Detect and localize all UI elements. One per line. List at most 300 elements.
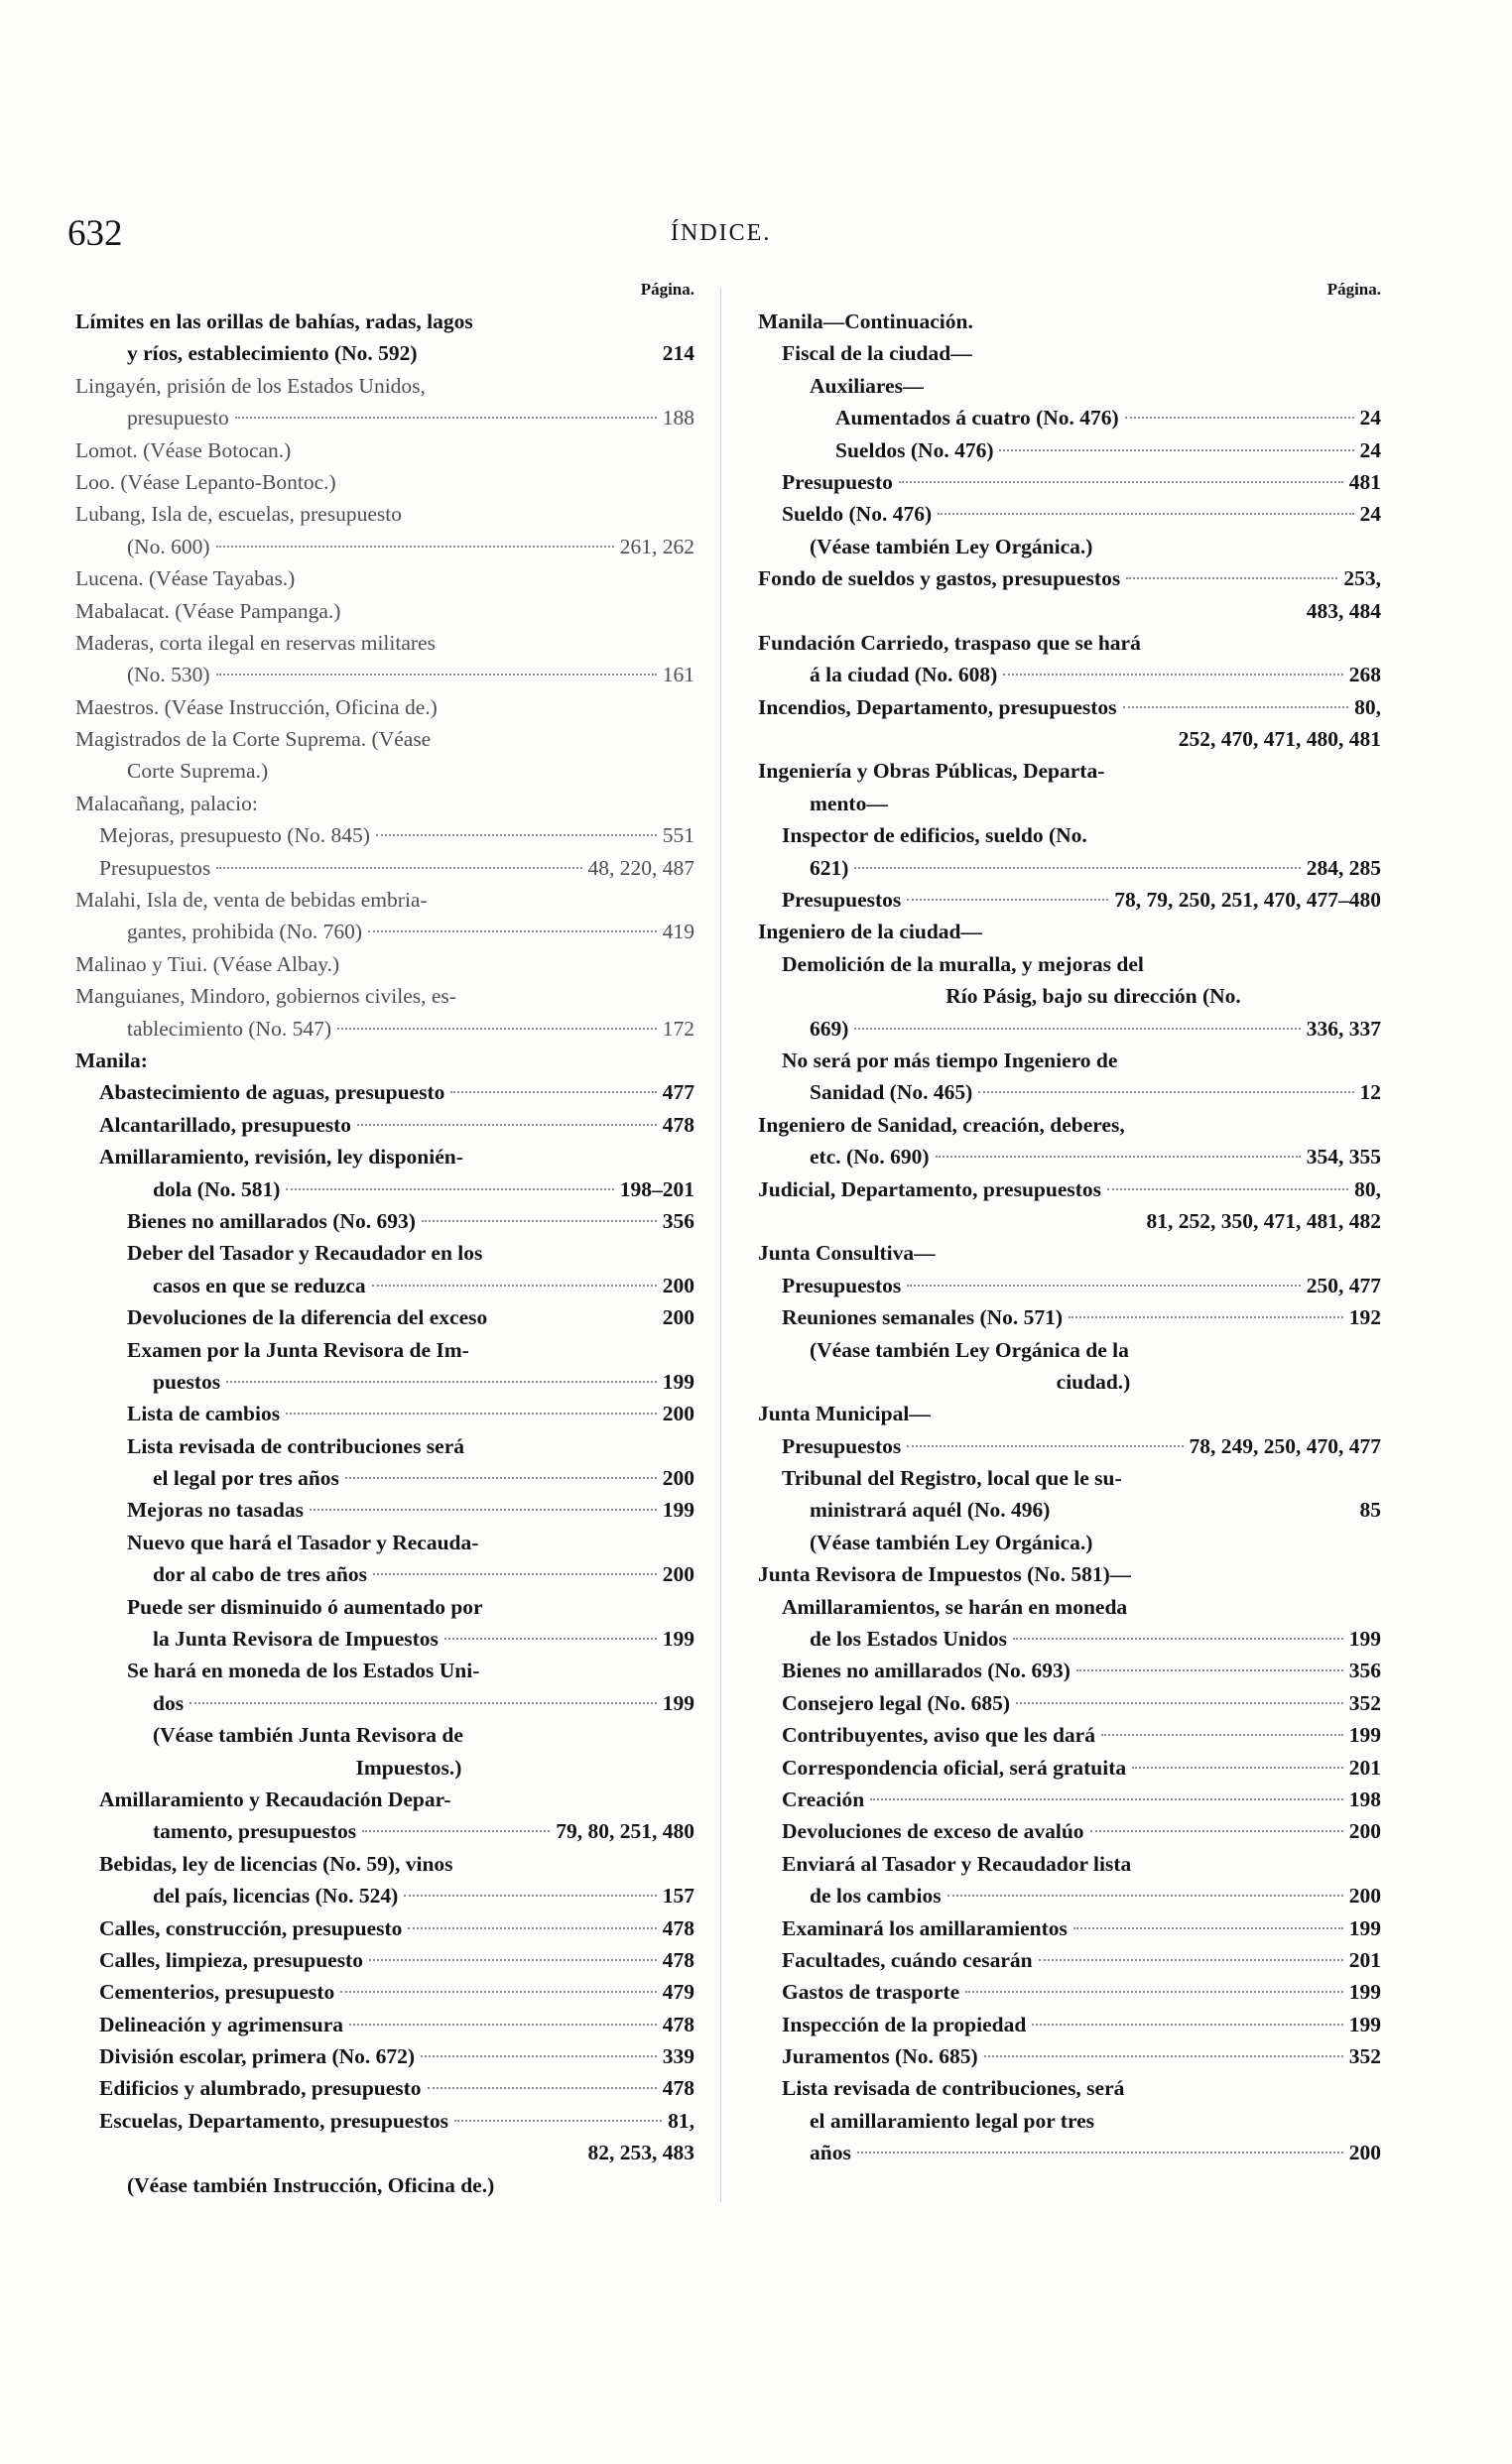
entry-text: dos (153, 1690, 185, 1715)
index-entry (758, 466, 1381, 498)
page-reference: 419 (662, 920, 694, 944)
index-entry (758, 659, 1381, 690)
entry-text: 621) (810, 855, 849, 880)
dot-leader (1069, 1316, 1343, 1318)
index-entry (75, 1558, 694, 1590)
index-entry (758, 1462, 1381, 1494)
index-entry (75, 1301, 694, 1333)
page-reference: 200 (662, 1273, 694, 1297)
dot-leader (369, 1959, 657, 1961)
page-reference: 172 (662, 1016, 694, 1041)
index-entry (75, 1815, 694, 1847)
page-reference: 352 (1348, 2044, 1381, 2069)
index-entry (758, 1623, 1381, 1655)
index-entry (75, 788, 694, 819)
entry-text: Auxiliares— (810, 373, 925, 398)
entry-text: Facultades, cuándo cesarán (782, 1947, 1033, 1972)
dot-leader (376, 834, 657, 836)
dot-leader (947, 1895, 1343, 1897)
entry-text: Puede ser disminuido ó aumentado por (127, 1594, 483, 1619)
entry-text: de los cambios (810, 1884, 942, 1909)
index-entry (758, 1912, 1381, 1944)
dot-leader (899, 481, 1343, 483)
entry-text: Malacañang, palacio: (75, 791, 258, 815)
page-reference: 200 (662, 1466, 694, 1491)
index-entry (758, 1334, 1381, 1366)
entry-text: Devoluciones de la diferencia del exceso (127, 1305, 488, 1330)
dot-leader (362, 1830, 550, 1832)
page-reference: 201 (1348, 1755, 1381, 1780)
index-entry (758, 498, 1381, 530)
index-entry (75, 1045, 694, 1076)
entry-text: tablecimiento (No. 547) (127, 1016, 331, 1041)
entry-text: puestos (153, 1369, 221, 1394)
entry-text: Fundación Carriedo, traspaso que se hará (758, 630, 1141, 655)
page-reference: 479 (662, 1980, 694, 2005)
entry-text: Fondo de sueldos y gastos, presupuestos (758, 566, 1121, 591)
page-reference: 199 (1348, 2012, 1381, 2036)
entry-text: Malinao y Tiui. (Véase Albay.) (75, 951, 340, 976)
page-reference: 200 (662, 1305, 694, 1330)
index-entry (758, 2137, 1381, 2168)
index-entry (758, 337, 1381, 369)
index-entry (758, 1301, 1381, 1333)
index-entry (758, 306, 1381, 337)
index-entry (758, 1494, 1381, 1526)
dot-leader (408, 1927, 656, 1929)
entry-text: Malahi, Isla de, venta de bebidas embria- (75, 888, 428, 913)
entry-text: Tribunal del Registro, local que le su- (782, 1466, 1122, 1491)
dot-leader (1013, 1638, 1343, 1640)
dot-leader (1016, 1702, 1343, 1704)
entry-text: Lubang, Isla de, escuelas, presupuesto (75, 502, 402, 527)
dot-leader (454, 2120, 662, 2122)
entry-text: Lista revisada de contribuciones, será (782, 2076, 1125, 2101)
index-entry (75, 1205, 694, 1237)
entry-text: Lomot. (Véase Botocan.) (75, 437, 292, 462)
page-reference: 199 (662, 1627, 694, 1652)
entry-text: Presupuestos (99, 855, 211, 880)
page-reference: 478 (662, 1112, 694, 1137)
entry-text: Maestros. (Véase Instrucción, Oficina de.) (75, 694, 438, 719)
entry-text: Escuelas, Departamento, presupuestos (99, 2108, 448, 2133)
index-entry (75, 1141, 694, 1172)
index-entry (758, 595, 1381, 627)
page-reference: 200 (1348, 2141, 1381, 2165)
dot-leader (357, 1124, 657, 1126)
index-entry (758, 1366, 1381, 1398)
page-reference: 188 (662, 406, 694, 431)
dot-leader (854, 1028, 1300, 1030)
index-entry (75, 723, 694, 755)
dot-leader (1126, 577, 1337, 579)
entry-text: Enviará al Tasador y Recaudador lista (782, 1851, 1132, 1876)
page-reference: 198 (1348, 1786, 1381, 1811)
index-entry (758, 1687, 1381, 1719)
entry-text: Abastecimiento de aguas, presupuesto (99, 1080, 445, 1105)
entry-text: Contribuyentes, aviso que les dará (782, 1723, 1095, 1748)
entry-text: el amillaramiento legal por tres (810, 2108, 1095, 2133)
page-reference: 284, 285 (1306, 855, 1381, 880)
index-entry (758, 562, 1381, 594)
entry-text: Presupuestos (782, 888, 902, 913)
index-entry (758, 1045, 1381, 1076)
page-reference: 477 (662, 1080, 694, 1105)
entry-text: Lista revisada de contribuciones será (127, 1433, 465, 1458)
entry-text: Manila—Continuación. (758, 309, 973, 333)
page-reference: 199 (1348, 1723, 1381, 1748)
entry-text: (Véase también Instrucción, Oficina de.) (127, 2172, 495, 2197)
index-entry (758, 1719, 1381, 1751)
dot-leader (854, 867, 1300, 869)
entry-text: Gastos de trasporte (782, 1980, 960, 2005)
page-reference: 252, 470, 471, 480, 481 (1178, 727, 1381, 752)
entry-text: años (810, 2141, 851, 2165)
dot-leader (999, 449, 1353, 451)
index-entry (75, 402, 694, 433)
dot-leader (1032, 2024, 1342, 2026)
index-entry (75, 1494, 694, 1526)
running-head: ÍNDICE. (671, 220, 772, 246)
dot-leader (444, 1638, 657, 1640)
index-entry (75, 466, 694, 498)
entry-text: Impuestos.) (355, 1755, 462, 1780)
index-entry (758, 884, 1381, 916)
entry-text: gantes, prohibida (No. 760) (127, 920, 363, 944)
entry-text: Presupuestos (782, 1433, 902, 1458)
index-entry (758, 755, 1381, 787)
entry-text: Lista de cambios (127, 1402, 281, 1426)
dot-leader (1132, 1767, 1343, 1769)
entry-text: Calles, construcción, presupuesto (99, 1915, 403, 1940)
entry-text: Inspección de la propiedad (782, 2012, 1027, 2036)
page-reference: 157 (662, 1884, 694, 1909)
page-reference: 214 (662, 341, 694, 366)
entry-text: Presupuestos (782, 1273, 902, 1297)
page-reference: 481 (1348, 469, 1381, 494)
entry-text: Amillaramiento y Recaudación Depar- (99, 1786, 451, 1811)
entry-text: Demolición de la muralla, y mejoras del (782, 951, 1144, 976)
entry-text: Mejoras, presupuesto (No. 845) (99, 823, 370, 848)
index-entry (758, 723, 1381, 755)
entry-text: presupuesto (127, 406, 229, 431)
entry-text: Límites en las orillas de bahías, radas, lagos (75, 309, 473, 333)
dot-leader (216, 867, 581, 869)
page-reference: 551 (662, 823, 694, 848)
index-entry (75, 498, 694, 530)
entry-text: Judicial, Departamento, presupuestos (758, 1176, 1102, 1201)
index-entry (75, 1109, 694, 1141)
dot-leader (337, 1028, 657, 1030)
index-entry (75, 755, 694, 787)
index-entry (75, 1430, 694, 1462)
entry-text: Mejoras no tasadas (127, 1498, 304, 1523)
entry-text: No será por más tiempo Ingeniero de (782, 1047, 1118, 1072)
index-entry (75, 659, 694, 690)
index-entry (758, 1109, 1381, 1141)
entry-text: Ingeniería y Obras Públicas, Departa- (758, 759, 1105, 784)
entry-text: Nuevo que hará el Tasador y Recauda- (127, 1530, 479, 1554)
entry-text: Lingayén, prisión de los Estados Unidos, (75, 373, 426, 398)
index-column-left (75, 280, 694, 2201)
dot-leader (870, 1798, 1343, 1800)
page-reference: 356 (662, 1208, 694, 1233)
dot-leader (965, 1991, 1343, 1993)
dot-leader (340, 1991, 656, 1993)
index-entry (758, 916, 1381, 947)
index-entry (75, 916, 694, 947)
dot-leader (1123, 706, 1349, 708)
page-reference: 80, (1354, 694, 1381, 719)
index-entry (758, 691, 1381, 723)
entry-text: Junta Revisora de Impuestos (No. 581)— (758, 1562, 1132, 1587)
page-reference: 352 (1348, 1690, 1381, 1715)
entry-text: Fiscal de la ciudad— (782, 341, 972, 366)
index-entry (758, 1527, 1381, 1558)
entry-text: dola (No. 581) (153, 1176, 281, 1201)
index-entry (75, 1237, 694, 1269)
page-reference: 199 (1348, 1627, 1381, 1652)
index-column-right (758, 280, 1381, 2169)
index-entry (75, 627, 694, 659)
entry-text: Correspondencia oficial, será gratuita (782, 1755, 1127, 1780)
column-divider (720, 288, 721, 2202)
entry-text: Examen por la Junta Revisora de Im- (127, 1337, 469, 1362)
index-entry (758, 980, 1381, 1012)
index-entry (75, 1784, 694, 1815)
index-entry (758, 1880, 1381, 1911)
index-entry (758, 1076, 1381, 1108)
index-entry (758, 434, 1381, 466)
index-entry (75, 434, 694, 466)
entry-text: (Véase también Junta Revisora de (153, 1723, 463, 1748)
index-entry (758, 1752, 1381, 1784)
index-entry (75, 819, 694, 851)
index-entry (75, 1880, 694, 1911)
index-entry (758, 1430, 1381, 1462)
index-entry (75, 1462, 694, 1494)
index-entry (758, 370, 1381, 402)
page-reference: 161 (662, 663, 694, 687)
page-reference: 199 (1348, 1980, 1381, 2005)
entry-text: Maderas, corta ilegal en reservas militares (75, 630, 436, 655)
entry-text: Inspector de edificios, sueldo (No. (782, 823, 1087, 848)
entry-text: Magistrados de la Corte Suprema. (Véase (75, 727, 432, 752)
dot-leader (349, 2024, 657, 2026)
index-entry (75, 1752, 694, 1784)
index-entry (75, 2072, 694, 2104)
index-entry (758, 402, 1381, 433)
dot-leader (907, 1445, 1183, 1447)
index-entry (758, 1784, 1381, 1815)
index-entry (758, 1815, 1381, 1847)
page-reference: 199 (662, 1690, 694, 1715)
page-reference: 478 (662, 2076, 694, 2101)
dot-leader (226, 1381, 657, 1383)
entry-text: Juramentos (No. 685) (782, 2044, 978, 2069)
page-reference: 483, 484 (1306, 598, 1381, 623)
index-entry (75, 948, 694, 980)
entry-text: Devoluciones de exceso de avalúo (782, 1819, 1084, 1844)
dot-leader (372, 1285, 657, 1287)
dot-leader (422, 1220, 657, 1222)
page-reference: 85 (1359, 1498, 1381, 1523)
dot-leader (1076, 1669, 1343, 1671)
entry-text: del país, licencias (No. 524) (153, 1884, 399, 1909)
entry-text: Sueldos (No. 476) (835, 437, 994, 462)
page-reference: 339 (662, 2044, 694, 2069)
dot-leader (421, 2055, 657, 2057)
entry-text: de los Estados Unidos (810, 1627, 1007, 1652)
dot-leader (984, 2055, 1343, 2057)
page-reference: 354, 355 (1306, 1145, 1381, 1170)
entry-text: Ingeniero de Sanidad, creación, deberes, (758, 1112, 1125, 1137)
index-entry (75, 306, 694, 337)
index-entry (758, 1237, 1381, 1269)
index-entry (75, 1655, 694, 1686)
dot-leader (907, 1285, 1300, 1287)
entry-text: dor al cabo de tres años (153, 1562, 368, 1587)
index-entry (75, 2105, 694, 2137)
dot-leader (450, 1091, 656, 1093)
dot-leader (404, 1895, 657, 1897)
entry-text: (No. 530) (127, 663, 210, 687)
index-entry (758, 1013, 1381, 1045)
entry-text: y ríos, establecimiento (No. 592) (127, 341, 418, 366)
page-reference: 199 (1348, 1915, 1381, 1940)
entry-text: á la ciudad (No. 608) (810, 663, 998, 687)
dot-leader (938, 513, 1353, 515)
entry-text: (Véase también Ley Orgánica.) (810, 1530, 1093, 1554)
page-reference: 24 (1359, 437, 1381, 462)
entry-text: Edificios y alumbrado, presupuesto (99, 2076, 422, 2101)
index-entry (758, 852, 1381, 884)
page-reference: 81, (668, 2108, 694, 2133)
dot-leader (1039, 1959, 1343, 1961)
entry-text: Consejero legal (No. 685) (782, 1690, 1011, 1715)
index-entry (75, 2009, 694, 2040)
index-entry (758, 788, 1381, 819)
index-entry (75, 1366, 694, 1398)
index-entry (75, 1591, 694, 1623)
index-entry (75, 691, 694, 723)
entry-text: Reuniones semanales (No. 571) (782, 1305, 1064, 1330)
index-entry (75, 1076, 694, 1108)
index-entry (758, 1655, 1381, 1686)
page-reference: 79, 80, 251, 480 (556, 1819, 694, 1844)
dot-leader (216, 546, 614, 548)
dot-leader (1003, 674, 1342, 676)
dot-leader (235, 417, 657, 419)
index-entry (758, 1205, 1381, 1237)
entry-text: la Junta Revisora de Impuestos (153, 1627, 439, 1652)
page-reference: 12 (1359, 1080, 1381, 1105)
page-reference: 336, 337 (1306, 1016, 1381, 1041)
page-reference: 199 (662, 1498, 694, 1523)
entry-text: División escolar, primera (No. 672) (99, 2044, 416, 2069)
entry-text: Se hará en moneda de los Estados Uni- (127, 1659, 480, 1683)
entry-text: Bienes no amillarados (No. 693) (782, 1659, 1071, 1683)
entry-text: Sanidad (No. 465) (810, 1080, 973, 1105)
dot-leader (1125, 417, 1354, 419)
page-reference: 82, 253, 483 (587, 2141, 694, 2165)
index-entry (75, 1013, 694, 1045)
entry-text: Incendios, Departamento, presupuestos (758, 694, 1117, 719)
index-entry (75, 1848, 694, 1880)
dot-leader (1107, 1188, 1348, 1190)
index-entry (758, 2072, 1381, 2104)
page-reference: 356 (1348, 1659, 1381, 1683)
entry-text: Bebidas, ley de licencias (No. 59), vinos (99, 1851, 453, 1876)
page-column-heading: Página. (640, 280, 694, 299)
index-entry (758, 1173, 1381, 1205)
index-entries-left (75, 306, 694, 2201)
index-entry (75, 1719, 694, 1751)
entry-text: Ingeniero de la ciudad— (758, 920, 982, 944)
page-reference: 199 (662, 1369, 694, 1394)
index-entry (758, 2040, 1381, 2072)
dot-leader (978, 1091, 1353, 1093)
page-reference: 200 (662, 1402, 694, 1426)
index-entry (75, 1687, 694, 1719)
entry-text: Bienes no amillarados (No. 693) (127, 1208, 416, 1233)
dot-leader (857, 2152, 1343, 2154)
entry-text: Manila: (75, 1047, 148, 1072)
entry-text: casos en que se reduzca (153, 1273, 366, 1297)
index-entry (758, 948, 1381, 980)
page-reference: 201 (1348, 1947, 1381, 1972)
dot-leader (286, 1188, 613, 1190)
index-entry (75, 1944, 694, 1976)
page-reference: 478 (662, 1915, 694, 1940)
page-reference: 200 (1348, 1819, 1381, 1844)
entry-text: Amillaramiento, revisión, ley disponién- (99, 1145, 463, 1170)
index-entry (75, 370, 694, 402)
entry-text: 669) (810, 1016, 849, 1041)
entry-text: Junta Municipal— (758, 1402, 931, 1426)
entry-text: tamento, presupuestos (153, 1819, 357, 1844)
dot-leader (345, 1477, 657, 1479)
index-entry (758, 531, 1381, 562)
index-entry (75, 1912, 694, 1944)
index-entry (75, 531, 694, 562)
entry-text: Manguianes, Mindoro, gobiernos civiles, es- (75, 984, 456, 1009)
page-reference: 78, 79, 250, 251, 470, 477–480 (1114, 888, 1381, 913)
entry-text: (Véase también Ley Orgánica.) (810, 534, 1093, 558)
index-entry (75, 1270, 694, 1301)
index-entry (75, 1623, 694, 1655)
index-entry (758, 2009, 1381, 2040)
index-entry (75, 562, 694, 594)
page-reference: 24 (1359, 406, 1381, 431)
entry-text: ciudad.) (1056, 1369, 1131, 1394)
entry-text: (No. 600) (127, 534, 210, 558)
dot-leader (368, 930, 657, 932)
page-reference: 192 (1348, 1305, 1381, 1330)
entry-text: Río Pásig, bajo su dirección (No. (945, 984, 1241, 1009)
dot-leader (428, 2087, 657, 2089)
dot-leader (1101, 1734, 1343, 1736)
index-entry (75, 595, 694, 627)
page-reference: 200 (662, 1562, 694, 1587)
entry-text: el legal por tres años (153, 1466, 339, 1491)
index-entry (75, 1527, 694, 1558)
page-reference: 48, 220, 487 (587, 855, 694, 880)
dot-leader (1090, 1830, 1343, 1832)
index-entry (758, 1398, 1381, 1429)
dot-leader (1073, 1927, 1343, 1929)
index-entry (75, 2137, 694, 2168)
